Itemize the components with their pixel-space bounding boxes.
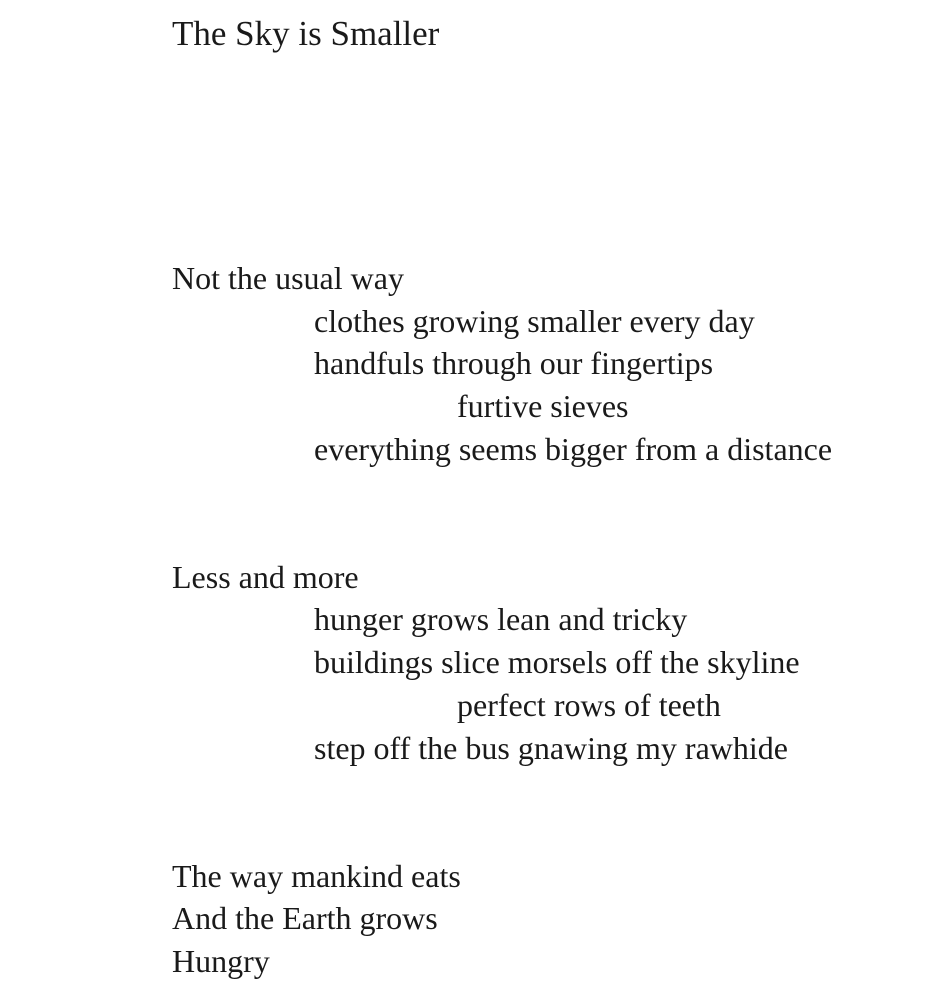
poem-line: clothes growing smaller every day: [314, 303, 755, 339]
poem-line: perfect rows of teeth: [457, 687, 721, 723]
poem-line: Less and more: [172, 559, 359, 595]
poem-line: furtive sieves: [457, 388, 629, 424]
poem-line: everything seems bigger from a distance: [314, 431, 833, 467]
poem-line: And the Earth grows: [172, 900, 438, 936]
poem-line: hunger grows lean and tricky: [314, 601, 688, 637]
poem-line: Not the usual way: [172, 260, 404, 296]
poem-title: The Sky is Smaller: [172, 14, 440, 53]
poem-line: step off the bus gnawing my rawhide: [314, 730, 788, 766]
poem-line: buildings slice morsels off the skyline: [314, 644, 800, 680]
poem-line: The way mankind eats: [172, 858, 461, 894]
poem-line: Hungry: [172, 943, 270, 979]
poem-line: handfuls through our fingertips: [314, 345, 714, 381]
